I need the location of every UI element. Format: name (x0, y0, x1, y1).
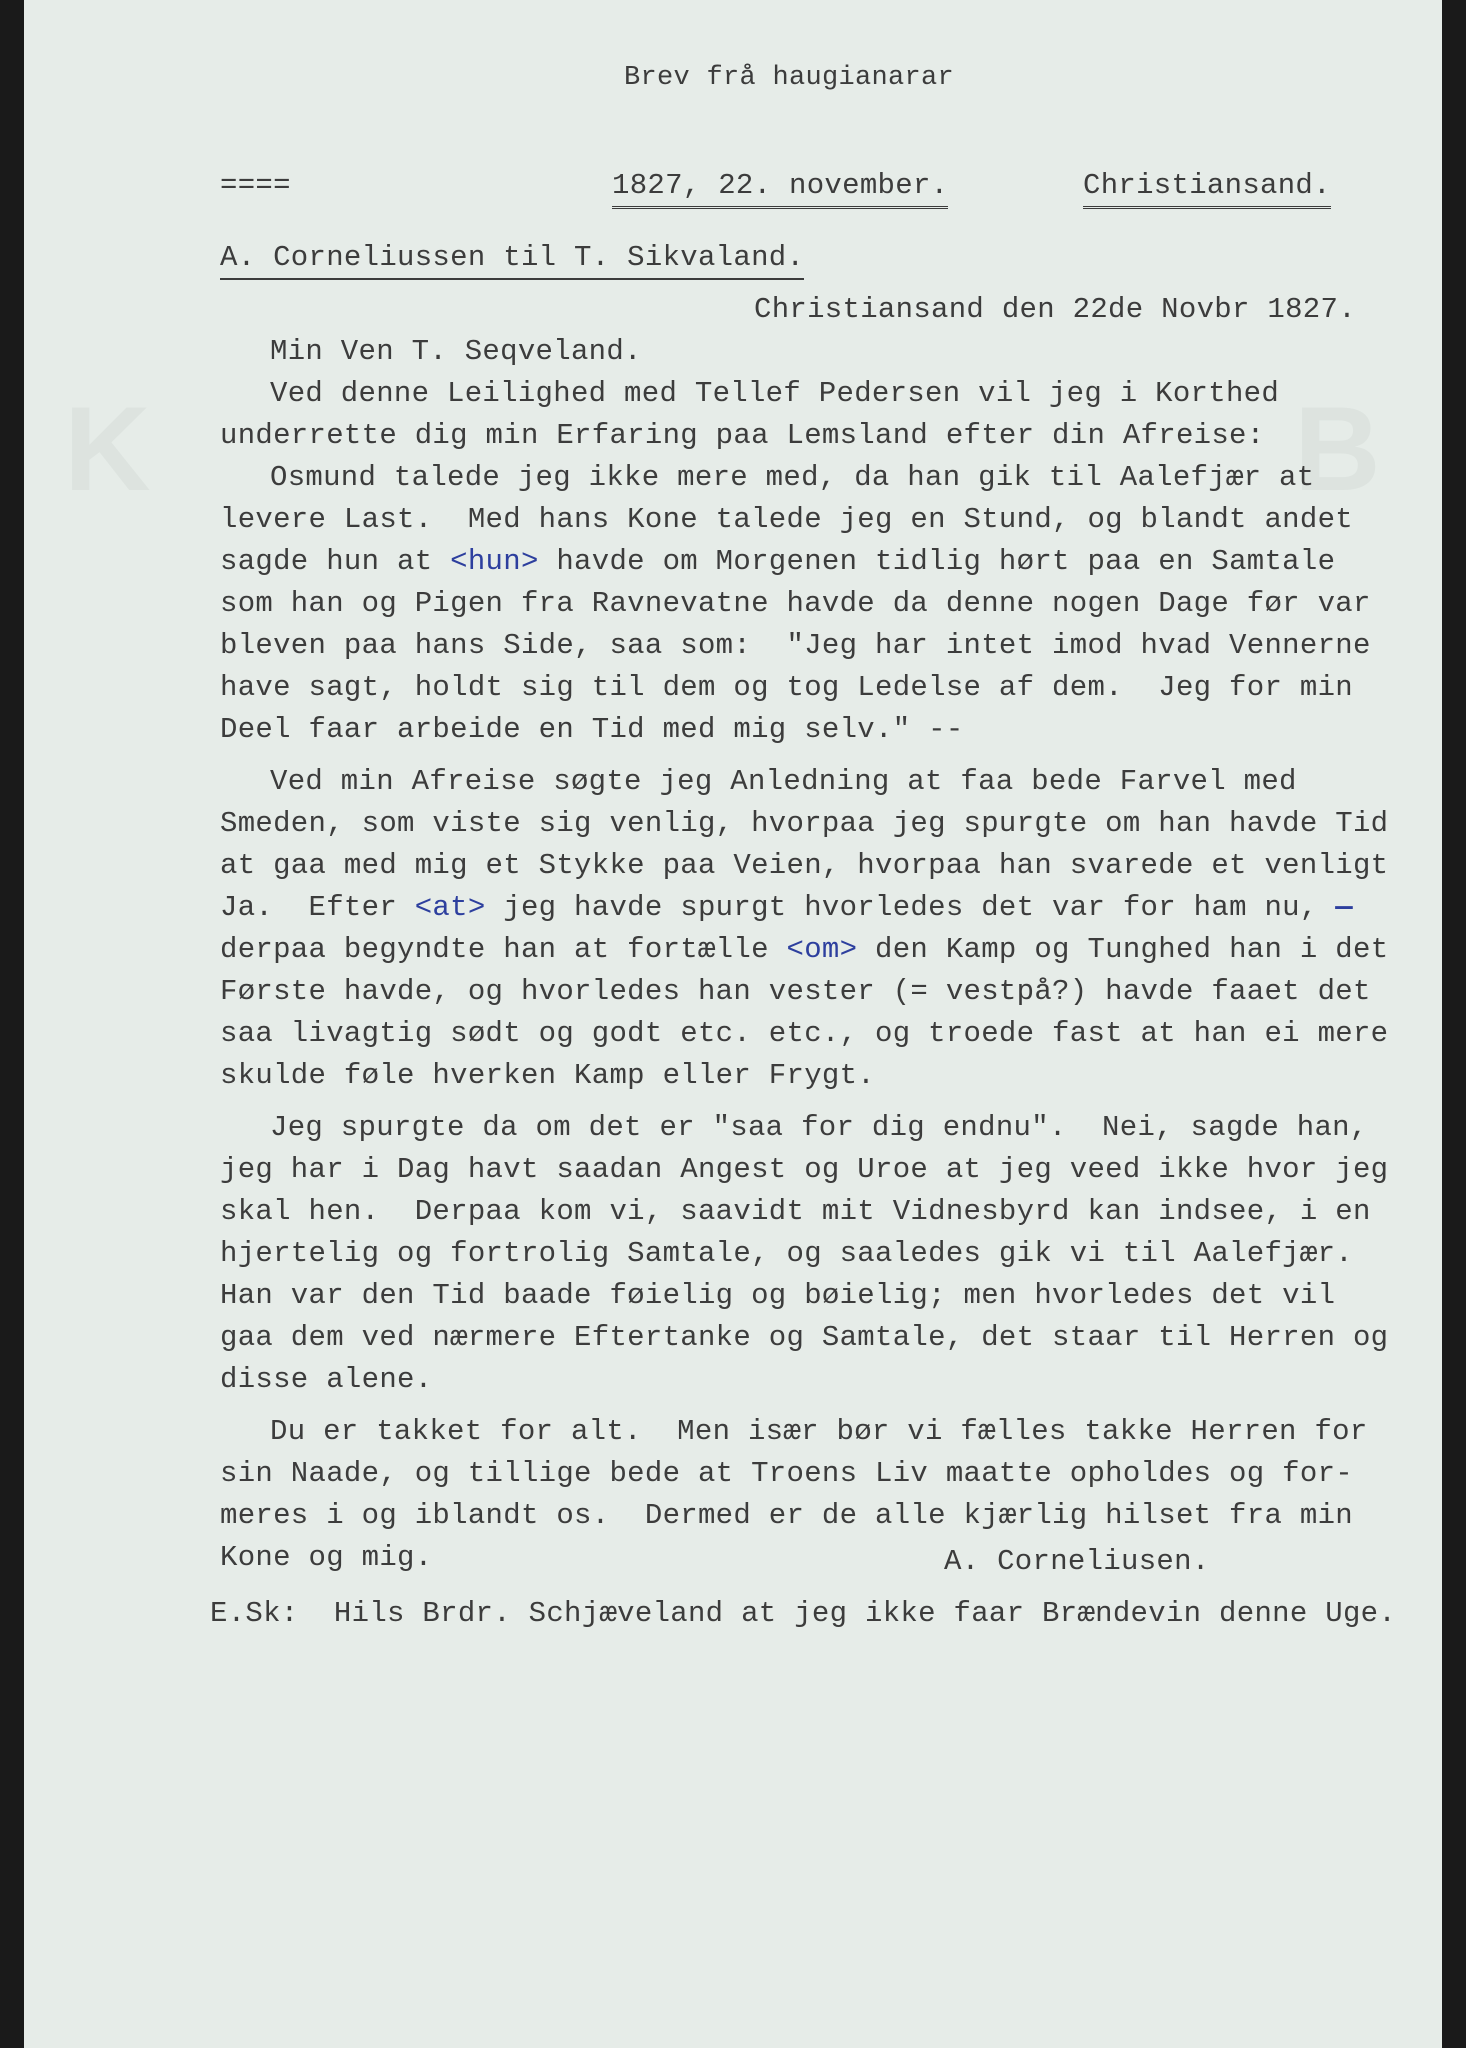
page-title: Brev frå haugianarar (624, 63, 955, 93)
handwritten-insertion: <at> (414, 891, 486, 924)
letter-line: jeg har i Dag havt saadan Angest og Uroe at jeg veed ikke hvor jeg (220, 1153, 1389, 1186)
handwritten-insertion: <hun> (450, 545, 539, 578)
header-marker: ==== (220, 169, 291, 202)
header-place: Christiansand. (1083, 168, 1331, 209)
letter-line-with-insertion (220, 932, 1388, 968)
handwritten-dash: — (1335, 891, 1353, 924)
letter-line: bleven paa hans Side, saa som: "Jeg har intet imod hvad Vennerne (220, 629, 1371, 662)
letter-line: levere Last. Med hans Kone talede jeg en Stund, og blandt andet (220, 503, 1353, 536)
letter-line: meres i og iblandt os. Dermed er de alle kjærlig hilset fra min (220, 1499, 1353, 1532)
letter-line: Han var den Tid baade føielig og bøielig; men hvorledes det vil (220, 1279, 1336, 1312)
document-page (24, 0, 1442, 2048)
letter-line: som han og Pigen fra Ravnevatne havde da denne nogen Dage før var (220, 587, 1371, 620)
header-date: 1827, 22. november. (612, 168, 948, 209)
handwritten-insertion: <om> (786, 933, 858, 966)
letter-line: Smeden, som viste sig venlig, hvorpaa jeg spurgte om han havde Tid (220, 807, 1389, 840)
letter-line: disse alene. (220, 1363, 433, 1396)
letter-line: have sagt, holdt sig til dem og tog Ledelse af dem. Jeg for min (220, 671, 1353, 704)
letter-line: Du er takket for alt. Men især bør vi fælles takke Herren for (270, 1415, 1368, 1448)
letter-line-with-insertion (220, 890, 1353, 926)
line-text: derpaa begyndte han at fortælle (220, 933, 787, 966)
letter-signature: A. Corneliusen. (944, 1545, 1210, 1578)
letter-line: underrette dig min Erfaring paa Lemsland efter din Afreise: (220, 419, 1265, 452)
letter-line: Deel faar arbeide en Tid med mig selv." -- (220, 713, 964, 746)
letter-line: saa livagtig sødt og godt etc. etc., og troede fast at han ei mere (220, 1017, 1389, 1050)
letter-salutation: Min Ven T. Seqveland. (270, 335, 642, 368)
letter-line: Kone og mig. (220, 1541, 433, 1574)
line-text: jeg havde spurgt hvorledes det var for ham nu, (485, 891, 1318, 924)
letter-line: Første havde, og hvorledes han vester (= vestpå?) havde faaet det (220, 975, 1371, 1008)
faint-stamp-watermark: K (64, 382, 171, 516)
line-text: den Kamp og Tunghed han i det (857, 933, 1389, 966)
letter-line: Ved min Afreise søgte jeg Anledning at faa bede Farvel med (270, 765, 1297, 798)
letter-subject: A. Corneliussen til T. Sikvaland. (220, 240, 804, 280)
letter-postscript: E.Sk: Hils Brdr. Schjæveland at jeg ikke faar Brændevin denne Uge. (210, 1597, 1397, 1630)
letter-line: skulde føle hverken Kamp eller Frygt. (220, 1059, 876, 1092)
letter-line: skal hen. Derpaa kom vi, saavidt mit Vidnesbyrd kan indsee, i en (220, 1195, 1371, 1228)
letter-line: hjertelig og fortrolig Samtale, og saaledes gik vi til Aalefjær. (220, 1237, 1353, 1270)
letter-line-with-insertion (220, 544, 1335, 580)
letter-line: Ved denne Leilighed med Tellef Pedersen vil jeg i Korthed (270, 377, 1280, 410)
letter-line: sin Naade, og tillige bede at Troens Liv maatte opholdes og for- (220, 1457, 1353, 1490)
faint-stamp-watermark: B (1294, 382, 1401, 516)
letter-line: at gaa med mig et Stykke paa Veien, hvorpaa han svarede et venligt (220, 849, 1389, 882)
letter-line: Osmund talede jeg ikke mere med, da han gik til Aalefjær at (270, 461, 1315, 494)
letter-dateline: Christiansand den 22de Novbr 1827. (754, 293, 1356, 326)
line-text: sagde hun at (220, 545, 451, 578)
letter-line: gaa dem ved nærmere Eftertanke og Samtale, det staar til Herren og (220, 1321, 1389, 1354)
line-text: Ja. Efter (220, 891, 415, 924)
line-text: havde om Morgenen tidlig hørt paa en Samtale (538, 545, 1336, 578)
letter-line: Jeg spurgte da om det er "saa for dig endnu". Nei, sagde han, (270, 1111, 1368, 1144)
